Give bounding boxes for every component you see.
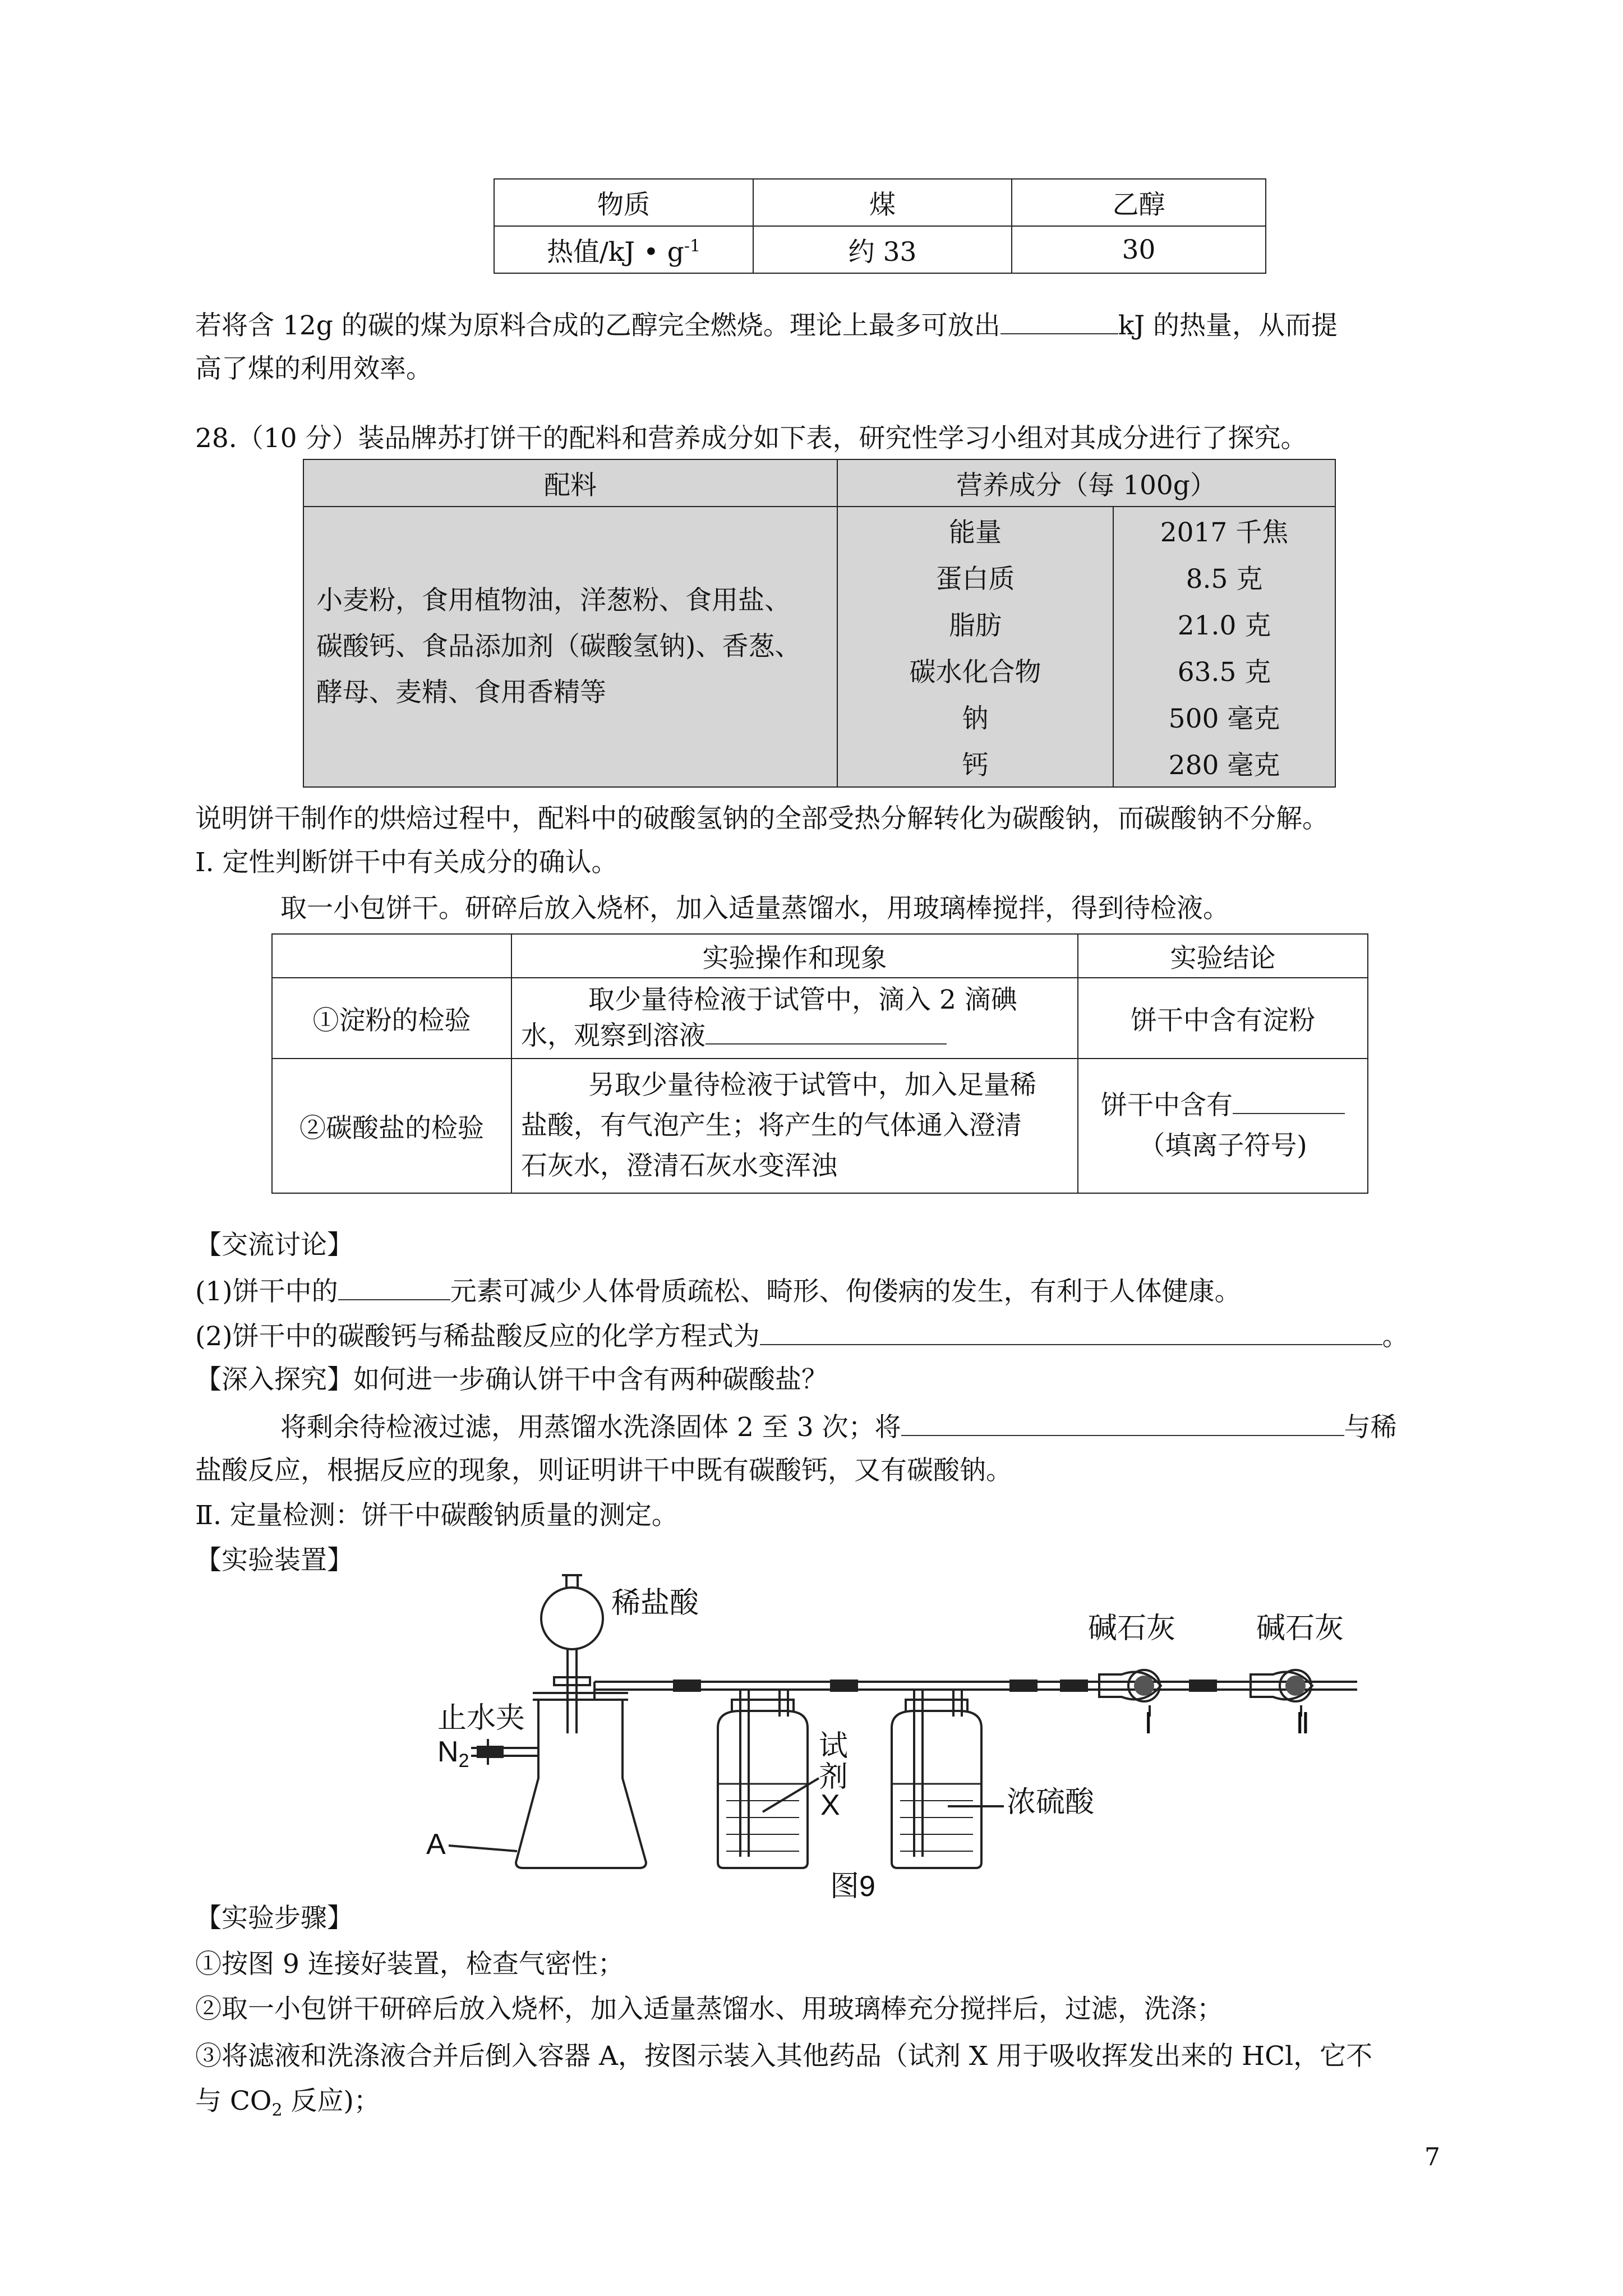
- para1-line1: 若将含 12g 的碳的煤为原料合成的乙醇完全燃烧。理论上最多可放出 kJ 的热量，从而提: [195, 307, 1338, 343]
- nutrient-name: 脂肪: [837, 600, 1113, 647]
- nutrient-name: 能量: [837, 507, 1113, 554]
- step-1: ①按图 9 连接好装置，检查气密性；: [195, 1949, 624, 1980]
- separatory-funnel: [541, 1588, 603, 1649]
- answer-blank-heat[interactable]: [1000, 307, 1118, 334]
- page-number: 7: [1424, 2143, 1440, 2171]
- step-3-line1: ③将滤液和洗涤液合并后倒入容器 A，按图示装入其他药品（试剂 X 用于吸收挥发出来的 HCl，它不: [195, 2041, 1373, 2072]
- table3-row1-conclusion: 饼干中含有淀粉: [1078, 978, 1368, 1059]
- label-reagent-2: 剂: [819, 1761, 849, 1793]
- table3-row2-conclusion: 饼干中含有 （填离子符号): [1078, 1059, 1368, 1193]
- table2-header-ingredients: 配料: [303, 459, 837, 507]
- table3-header-operation: 实验操作和现象: [511, 934, 1078, 978]
- answer-blank-equation[interactable]: [760, 1318, 1382, 1345]
- table1-header-substance: 物质: [494, 179, 753, 226]
- table1-header-ethanol: 乙醇: [1012, 179, 1266, 226]
- section1-title: Ⅰ. 定性判断饼干中有关成分的确认。: [195, 847, 618, 878]
- nutrient-value: 2017 千焦: [1113, 507, 1335, 554]
- explore-title: 【深入探究】如何进一步确认饼干中含有两种碳酸盐？: [195, 1364, 828, 1395]
- step-2: ②取一小包饼干研碎后放入烧杯，加入适量蒸馏水、用玻璃棒充分搅拌后，过滤，洗涤；: [195, 1994, 1223, 2024]
- table2-ingredients-cell: 小麦粉，食用植物油，洋葱粉、食用盐、 碳酸钙、食品添加剂（碳酸氢钠)、香葱、 酵母、麦精、食用香精等: [303, 507, 837, 787]
- discussion-q1: (1)饼干中的 元素可减少人体骨质疏松、畸形、佝偻病的发生，有利于人体健康。: [195, 1273, 1241, 1309]
- table3-row1-operation: 取少量待检液于试管中，滴入 2 滴碘 水，观察到溶液: [511, 978, 1078, 1059]
- table3-row1-label: ①淀粉的检验: [272, 978, 511, 1059]
- steps-title: 【实验步骤】: [195, 1903, 353, 1934]
- qualitative-test-table: [271, 933, 1368, 1194]
- figure-caption: 图9: [830, 1870, 875, 1903]
- nutrient-value: 63.5 克: [1113, 647, 1335, 693]
- erlenmeyer-flask-a: [516, 1700, 646, 1868]
- label-tube-1: Ⅰ: [1144, 1708, 1153, 1740]
- table3-row2-operation: 另取少量待检液于试管中，加入足量稀 盐酸，有气泡产生；将产生的气体通入澄清 石灰水，澄清石灰水变浑浊: [511, 1059, 1078, 1193]
- label-conc-acid: 浓硫酸: [1007, 1786, 1095, 1819]
- step-3-line2: 与 $CO_2$ 反应)；: [195, 2086, 380, 2120]
- explore-line2: 盐酸反应，根据反应的现象，则证明讲干中既有碳酸钙，又有碳酸钠。: [195, 1455, 1012, 1486]
- explore-line1: 将剩余待检液过滤，用蒸馏水洗涤固体 2 至 3 次；将 与稀: [280, 1409, 1397, 1444]
- label-reagent-1: 试: [819, 1730, 849, 1763]
- para1-line2: 高了煤的利用效率。: [195, 353, 432, 384]
- label-reagent-3: X: [820, 1789, 840, 1821]
- answer-blank-ion[interactable]: [1233, 1091, 1345, 1114]
- label-tube-2: Ⅱ: [1295, 1708, 1310, 1740]
- wash-bottle-reagent-x: [718, 1711, 808, 1868]
- nutrient-name: 钠: [837, 693, 1113, 740]
- nutrient-value: 280 毫克: [1113, 740, 1335, 787]
- discussion-title: 【交流讨论】: [195, 1230, 353, 1260]
- answer-blank-solution-color[interactable]: [706, 1021, 947, 1045]
- table3-header-empty: [272, 934, 511, 978]
- label-clamp: 止水夹: [437, 1702, 525, 1734]
- table1-value-ethanol: 30: [1012, 226, 1266, 273]
- apparatus-diagram: [426, 1565, 1380, 1913]
- nutrient-value: 500 毫克: [1113, 693, 1335, 740]
- nutrient-name: 蛋白质: [837, 554, 1113, 600]
- table3-row2-label: ②碳酸盐的检验: [272, 1059, 511, 1193]
- label-soda-lime-2: 碱石灰: [1256, 1612, 1344, 1645]
- label-soda-lime-1: 碱石灰: [1088, 1612, 1176, 1645]
- answer-blank-substance[interactable]: [901, 1409, 1344, 1436]
- table2-header-nutrition: 营养成分（每 100g）: [837, 459, 1335, 507]
- note-line: 说明饼干制作的烘焙过程中，配料中的破酸氢钠的全部受热分解转化为碳酸钠，而碳酸钠不分解。: [195, 803, 1329, 834]
- label-n2: N2: [437, 1736, 469, 1772]
- table1-row-label: 热值/kJ • $g^{-1}$: [494, 226, 753, 273]
- discussion-q2: (2)饼干中的碳酸钙与稀盐酸反应的化学方程式为 。: [195, 1318, 1409, 1354]
- heat-value-table: [494, 178, 1266, 274]
- apparatus-title: 【实验装置】: [195, 1545, 353, 1576]
- answer-blank-element[interactable]: [338, 1273, 450, 1300]
- ingredients-nutrition-table: [303, 459, 1336, 788]
- section1-prep: 取一小包饼干。研碎后放入烧杯，加入适量蒸馏水，用玻璃棒搅拌，得到待检液。: [280, 893, 1229, 924]
- table1-header-coal: 煤: [753, 179, 1012, 226]
- table1-value-coal: 约 33: [753, 226, 1012, 273]
- nutrient-name: 钙: [837, 740, 1113, 787]
- nutrient-value: 8.5 克: [1113, 554, 1335, 600]
- label-flask-a: A: [426, 1828, 446, 1861]
- nutrient-value: 21.0 克: [1113, 600, 1335, 647]
- section2-title: Ⅱ. 定量检测：饼干中碳酸钠质量的测定。: [195, 1500, 678, 1531]
- label-dilute-hcl: 稀盐酸: [611, 1587, 699, 1619]
- nutrient-name: 碳水化合物: [837, 647, 1113, 693]
- q28-intro: 28.（10 分）装品牌苏打饼干的配料和营养成分如下表，研究性学习小组对其成分进行了探究。: [195, 423, 1307, 454]
- table3-header-conclusion: 实验结论: [1078, 934, 1368, 978]
- wash-bottle-sulfuric-acid: [892, 1711, 981, 1868]
